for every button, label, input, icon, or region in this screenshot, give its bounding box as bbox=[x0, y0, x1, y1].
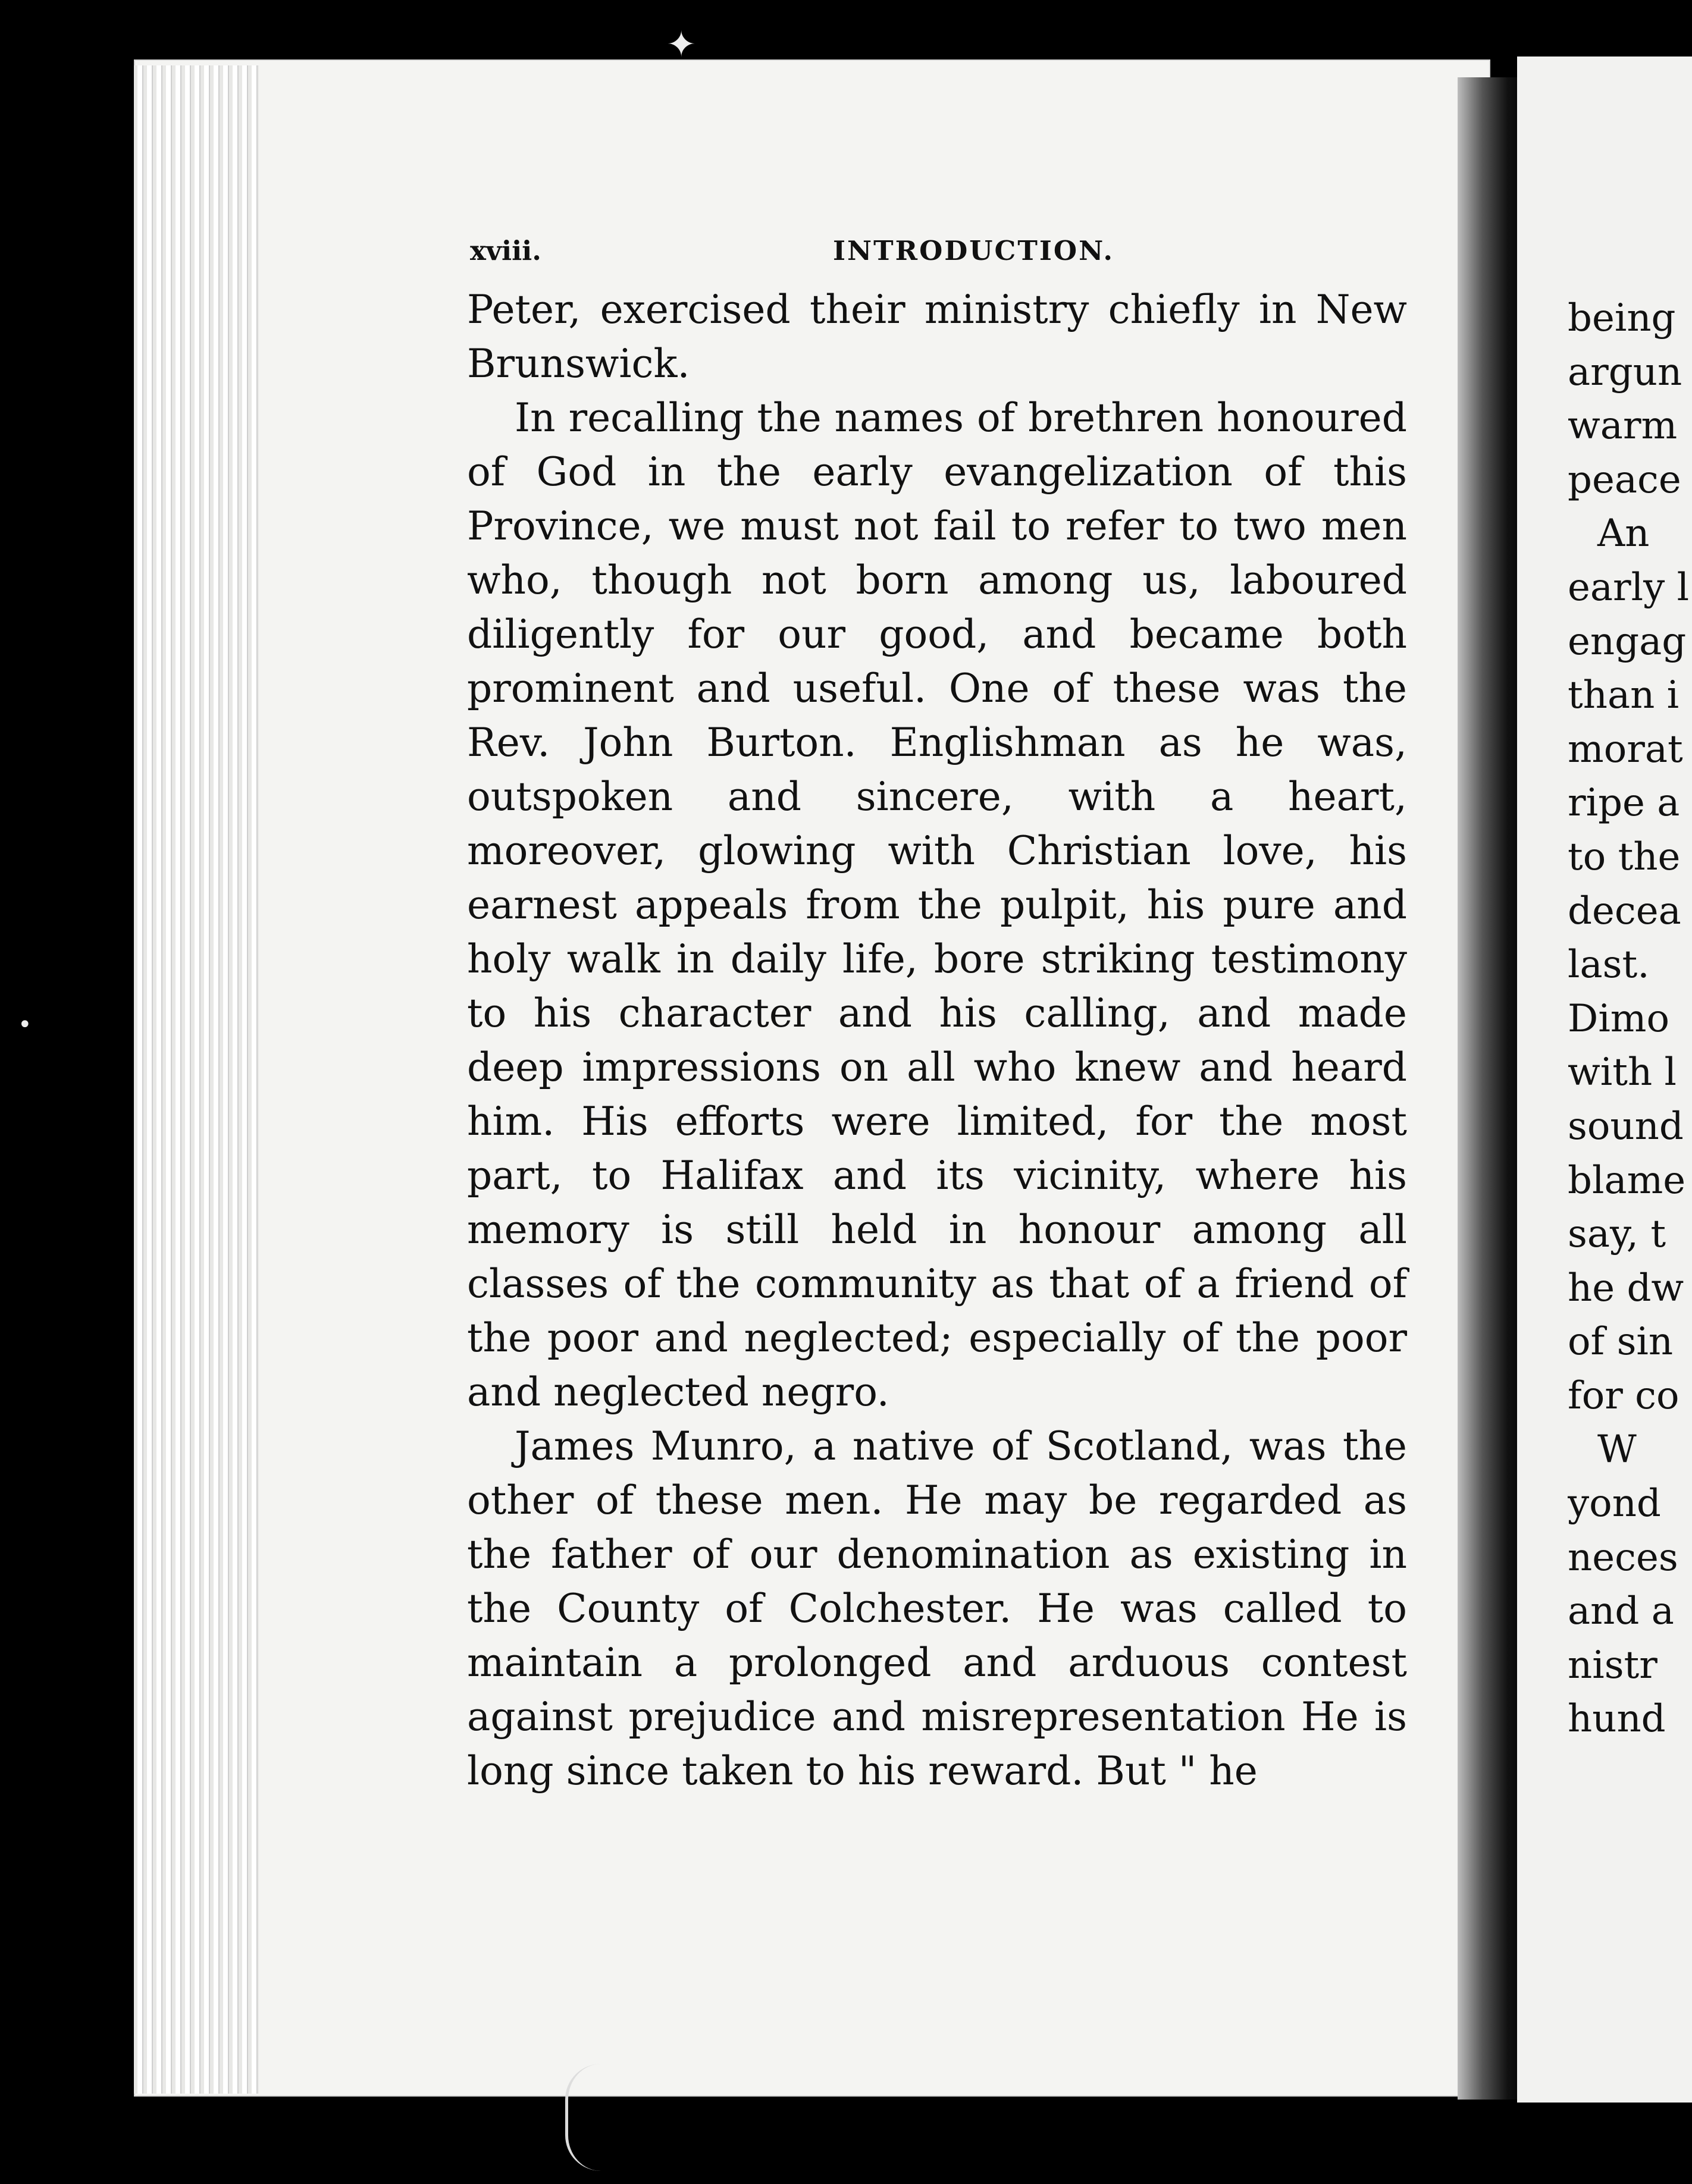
facing-line: Dimo bbox=[1568, 996, 1669, 1041]
body-text bbox=[467, 283, 1407, 1798]
facing-line: neces bbox=[1568, 1535, 1678, 1580]
page-number: xviii. bbox=[470, 235, 541, 266]
scan-speck: • bbox=[18, 1011, 32, 1038]
facing-line: ripe a bbox=[1568, 781, 1680, 826]
facing-line: yond bbox=[1568, 1482, 1661, 1526]
running-head: INTRODUCTION. bbox=[833, 235, 1115, 266]
facing-line: decea bbox=[1568, 889, 1681, 933]
scan-speck: ✦ bbox=[666, 24, 697, 65]
facing-line: of sin bbox=[1568, 1320, 1674, 1364]
facing-line: warm bbox=[1568, 404, 1678, 448]
facing-line: argun bbox=[1568, 350, 1682, 394]
facing-line: hund bbox=[1568, 1697, 1666, 1741]
facing-line: last. bbox=[1568, 943, 1650, 987]
paragraph: James Munro, a native of Scotland, was the other of these men. He may be regarded as the father of our denomination as existing in the County of Colchester. He was called to maintain a prolonged and arduous contest against prejudice and misrepresentation He is long since taken to his reward. But " he bbox=[467, 1423, 1407, 1794]
scan-artifact bbox=[565, 2064, 604, 2171]
page-header bbox=[470, 235, 1404, 277]
facing-line: say, t bbox=[1568, 1212, 1666, 1257]
facing-line: nistr bbox=[1568, 1643, 1657, 1687]
page-edges bbox=[134, 65, 259, 2094]
facing-line: he dw bbox=[1568, 1266, 1684, 1310]
facing-line: sound bbox=[1568, 1104, 1684, 1149]
facing-line: blame bbox=[1568, 1158, 1686, 1203]
facing-line: An bbox=[1597, 512, 1650, 556]
facing-line: to the bbox=[1568, 834, 1681, 879]
facing-line: with l bbox=[1568, 1050, 1677, 1095]
facing-line: than i bbox=[1568, 673, 1680, 718]
facing-line: W bbox=[1597, 1427, 1637, 1472]
facing-line: for co bbox=[1568, 1373, 1680, 1418]
facing-line: engag bbox=[1568, 619, 1687, 664]
facing-page-text bbox=[1568, 291, 1692, 1746]
facing-line: early l bbox=[1568, 565, 1690, 610]
paragraph: In recalling the names of brethren honoured of God in the early evangelization of this Province, we must not fail to refer to two men who, though not born among us, laboured diligently for our good, and became both prominent and useful. One of these was the Rev. John Burton. Englishman as he was, outspoken and sincere, with a heart, moreover, glowing with Christian love, his earnest appeals from the pulpit, his pure and holy walk in daily life, bore striking testimony to his character and his calling, and made deep impressions on all who knew and heard him. His efforts were limited, for the most part, to Halifax and its vicinity, where his memory is still held in honour among all classes of the community as that of a friend of the poor and neglected; especially of the poor and neglected negro. bbox=[467, 395, 1407, 1415]
paragraph: Peter, exercised their ministry chiefly in New Brunswick. bbox=[467, 287, 1407, 387]
facing-line: and a bbox=[1568, 1589, 1674, 1634]
facing-line: morat bbox=[1568, 727, 1683, 771]
facing-line: being bbox=[1568, 296, 1676, 340]
facing-line: peace bbox=[1568, 457, 1681, 502]
